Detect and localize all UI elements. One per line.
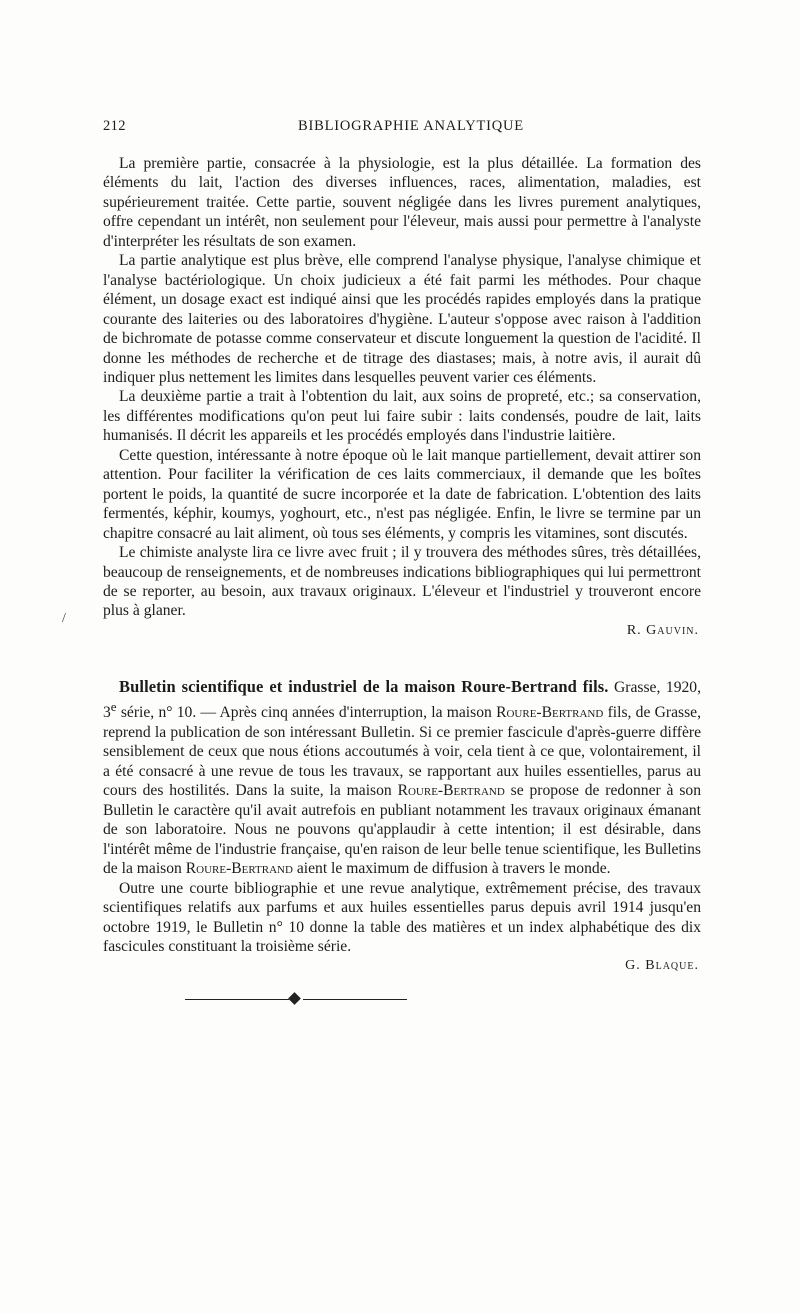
house-name: Roure-Bertrand (496, 704, 604, 722)
signature-name: Blaque. (645, 958, 699, 974)
running-title: BIBLIOGRAPHIE ANALYTIQUE (298, 118, 524, 134)
review1-paragraph: La deuxième partie a trait à l'obtention du lait, aux soins de propreté, etc.; sa conservation, les différentes modifications qu'on peut lui faire subir : laits condensés, poudre de lait, laits humanisés. Il décrit les appareils et les procédés employés dans l'industrie laitière. (103, 388, 701, 445)
text-run: série, n° 10. — Après cinq années d'interruption, la maison (116, 704, 497, 722)
review2-signature (103, 956, 701, 976)
running-header (103, 118, 701, 140)
signature-initial: G. (625, 958, 641, 974)
review1-signature (103, 621, 701, 641)
review2-paragraph (103, 677, 701, 879)
superscript: e (110, 699, 117, 715)
text-run: se propose de redonner à son Bulletin le caractère qu'il avait autrefois en publiant notamment les travaux originaux émanant de son laboratoire. Nous ne pouvons qu'applaudir à cette intention; il est désirable, dans l'intérêt même de l'industrie française, qu'en raison de leur belle tenue scientifique, les Bulletins de la maison (103, 782, 701, 878)
text-run: fils, de Grasse, reprend la publication de son intéressant Bulletin. Si ce premier fascicule d'après-guerre diffère sensiblement de ceux que nous étions accoutumés à voir, cela tient à ce que, volontairement, il a été consacré à une revue de tous les travaux, se rapportant aux huiles essentielles, parus au cours des hostilités. Dans la suite, la maison (103, 704, 701, 800)
margin-mark: / (62, 611, 66, 626)
page-number: 212 (103, 118, 126, 134)
review1-paragraph: Cette question, intéressante à notre époque où le lait manque partiellement, devait attirer son attention. Pour faciliter la vérification de ces laits commerciaux, il demande que les boîtes portent le poids, la quantité de sucre incorporée et la date de fabrication. L'obtention des laits fermentés, képhir, koumys, yoghourt, etc., n'est pas négligée. Enfin, le livre se termine par un chapitre consacré au lait aliment, où tous ses éléments, y compris les vitamines, sont discutés. (103, 446, 701, 542)
review1-paragraph: La partie analytique est plus brève, elle comprend l'analyse physique, l'analyse chimique et l'analyse bactériologique. Un choix judicieux a été fait parmi les méthodes. Pour chaque élément, un dosage exact est indiqué ainsi que les procédés rapides employés dans la pratique courante des laiteries ou des laboratoires d'hygiène. L'auteur s'oppose avec raison à l'addition de bichromate de potasse comme conservateur et discute longuement la question de l'acidité. Il donne les méthodes de recherche et de titrage des diastases; mais, à notre avis, il aurait dû indiquer plus nettement les limites dans lesquelles peuvent varier ces éléments. (103, 252, 701, 386)
review1-paragraph: Le chimiste analyste lira ce livre avec fruit ; il y trouvera des méthodes sûres, très détaillées, beaucoup de renseignements, et de nombreuses indications bibliographiques qui lui permettront de se reporter, au besoin, aux travaux originaux. L'éleveur et l'industriel y trouveront encore plus à glaner. (103, 544, 701, 620)
signature-name: Gauvin. (646, 622, 699, 638)
text-run: Grasse, 1920, 3 (103, 678, 701, 722)
section-end-ornament (185, 993, 407, 1007)
diamond-ornament-icon (288, 992, 301, 1005)
review1-paragraph: La première partie, consacrée à la physiologie, est la plus détaillée. La formation des éléments du lait, l'action des diverses influences, races, alimentation, maladies, est supérieurement traitée. Cette partie, souvent négligée dans les livres purement analytiques, offre cependant un intérêt, non seulement pour l'éleveur, mais aussi pour permettre à l'analyste d'interpréter les résultats de son examen. (103, 155, 701, 250)
text-run: aient le maximum de diffusion à travers le monde. (292, 860, 611, 878)
signature-initial: R. (626, 622, 642, 638)
house-name: Roure-Bertrand (185, 860, 293, 878)
house-name: Roure-Bertrand (397, 782, 505, 800)
review-body (103, 154, 701, 976)
review2-paragraph: Outre une courte bibliographie et une revue analytique, extrêmement précise, des travaux scientifiques relatifs aux parfums et aux huiles essentielles parus depuis avril 1914 jusqu'en octobre 1919, le Bulletin n° 10 donne la table des matières et un index alphabétique des dix fascicules constituant la troisième série. (103, 879, 701, 955)
page (103, 118, 701, 976)
entry-title: Bulletin scientifique et industriel de la maison Roure-Bertrand fils. (119, 676, 609, 696)
